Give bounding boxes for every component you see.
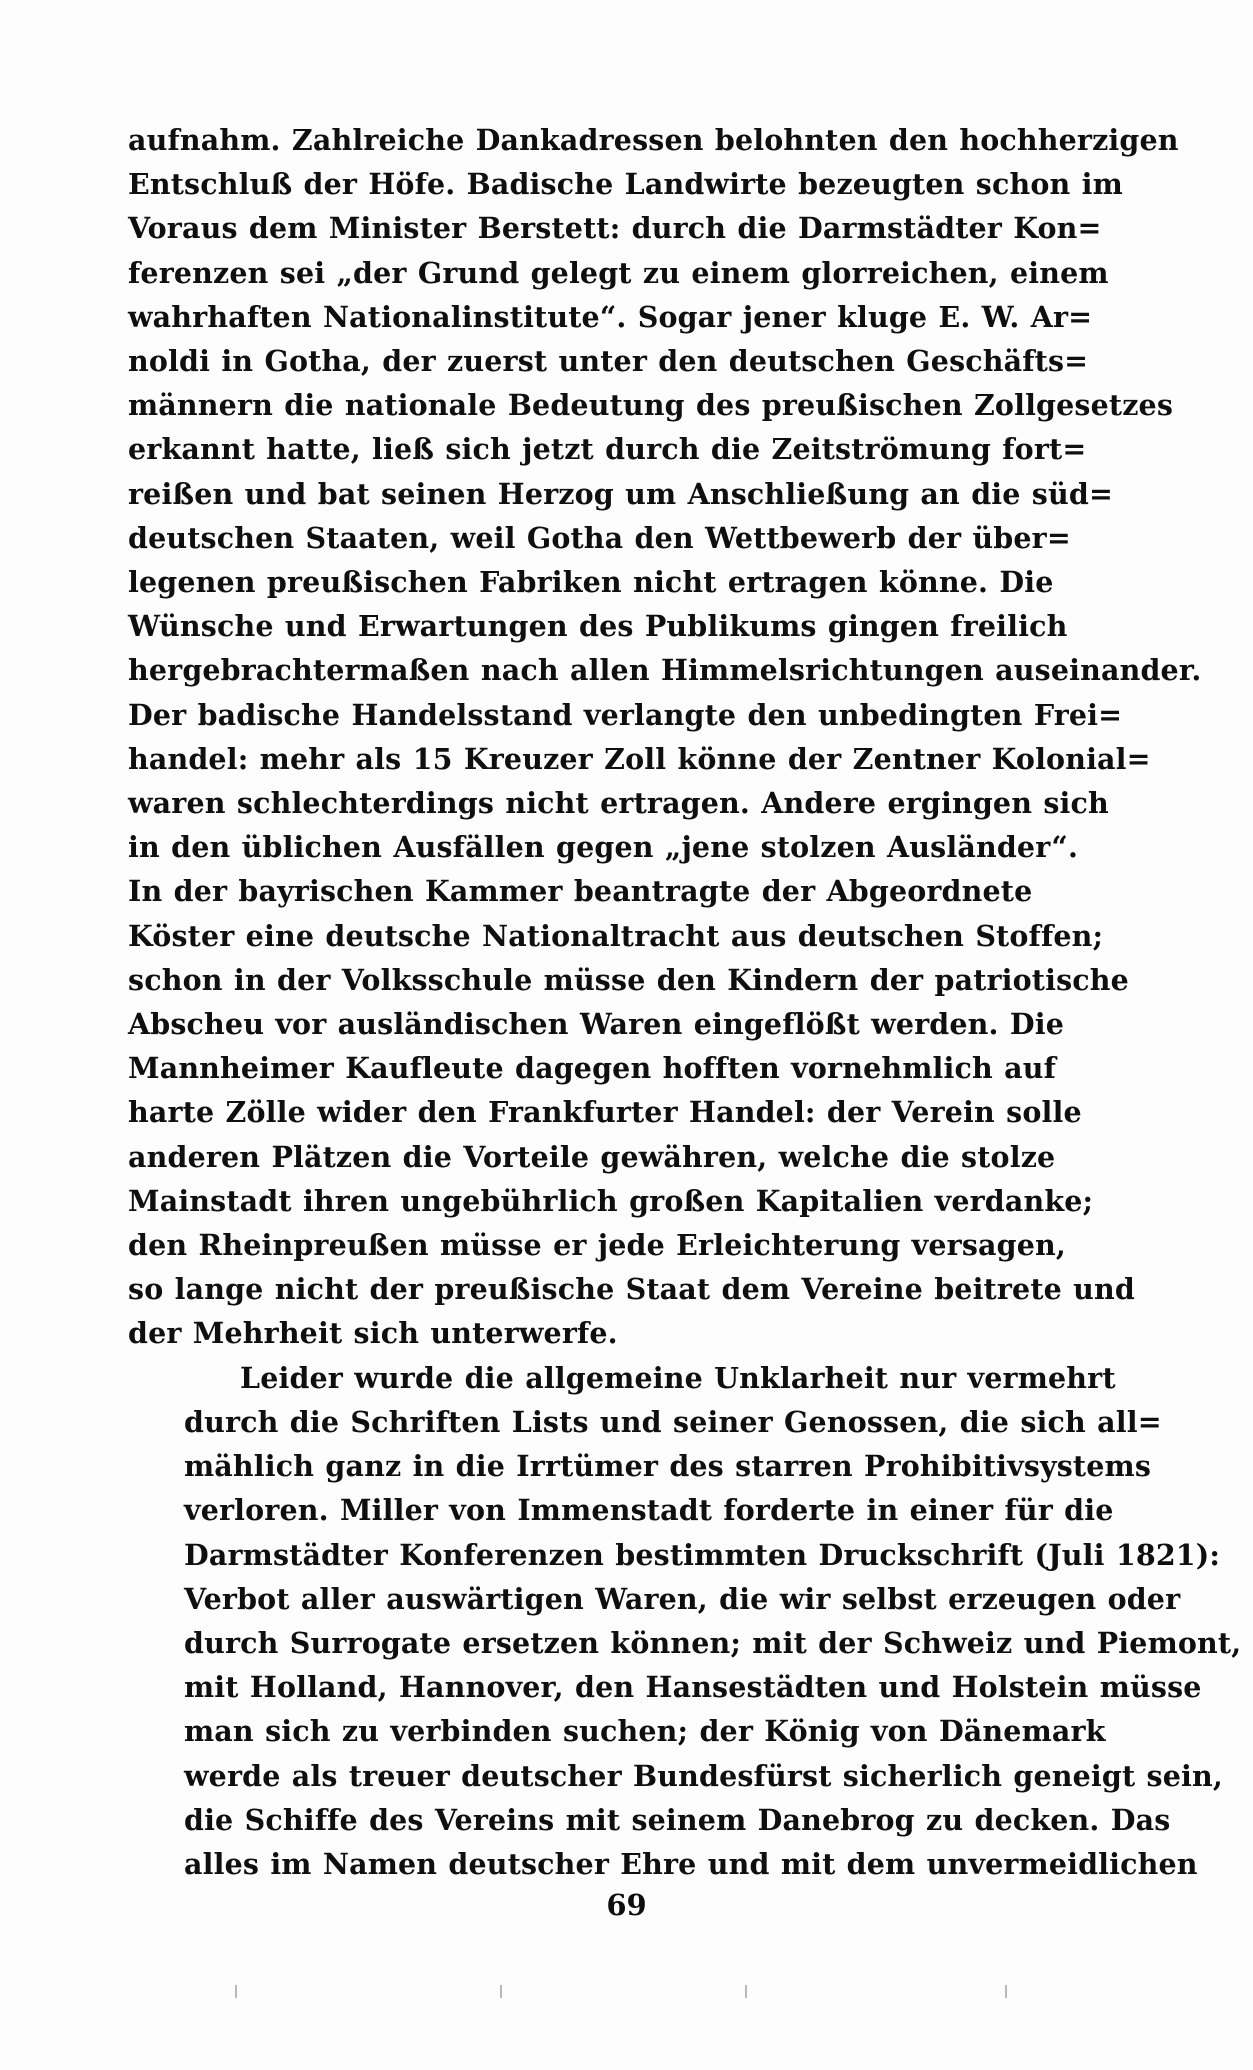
text-line: Mannheimer Kaufleute dagegen hofften vornehmlich auf bbox=[128, 1051, 1057, 1086]
text-line: hergebrachtermaßen nach allen Himmelsrichtungen auseinander. bbox=[128, 653, 1202, 688]
text-line: reißen und bat seinen Herzog um Anschließung an die süd= bbox=[128, 476, 1113, 511]
text-line: harte Zölle wider den Frankfurter Handel: der Verein solle bbox=[128, 1095, 1082, 1130]
text-line: werde als treuer deutscher Bundesfürst sicherlich geneigt sein, bbox=[184, 1758, 1223, 1793]
body-text bbox=[128, 118, 1242, 1886]
text-line: In der bayrischen Kammer beantragte der Abgeordnete bbox=[128, 874, 1033, 909]
text-line: mit Holland, Hannover, den Hansestädten und Holstein müsse bbox=[184, 1670, 1202, 1705]
text-line: mählich ganz in die Irrtümer des starren Prohibitivsystems bbox=[184, 1449, 1152, 1484]
text-line: Köster eine deutsche Nationaltracht aus deutschen Stoffen; bbox=[128, 918, 1104, 953]
text-line: den Rheinpreußen müsse er jede Erleichterung versagen, bbox=[128, 1228, 1066, 1263]
text-line: handel: mehr als 15 Kreuzer Zoll könne der Zentner Kolonial= bbox=[128, 741, 1151, 776]
text-line: Voraus dem Minister Berstett: durch die Darmstädter Kon= bbox=[128, 211, 1102, 246]
text-line: in den üblichen Ausfällen gegen „jene stolzen Ausländer“. bbox=[128, 830, 1079, 865]
text-line: ferenzen sei „der Grund gelegt zu einem glorreichen, einem bbox=[128, 255, 1109, 290]
text-line: alles im Namen deutscher Ehre und mit dem unvermeidlichen bbox=[184, 1846, 1198, 1881]
text-line: männern die nationale Bedeutung des preußischen Zollgesetzes bbox=[128, 388, 1174, 423]
text-line: Darmstädter Konferenzen bestimmten Druckschrift (Juli 1821): bbox=[184, 1537, 1221, 1572]
page-number: 69 bbox=[606, 1888, 647, 1922]
text-line: deutschen Staaten, weil Gotha den Wettbewerb der über= bbox=[128, 520, 1071, 555]
text-line: wahrhaften Nationalinstitute“. Sogar jener kluge E. W. Ar= bbox=[128, 299, 1093, 334]
text-line: noldi in Gotha, der zuerst unter den deutschen Geschäfts= bbox=[128, 344, 1089, 379]
text-line: Der badische Handelsstand verlangte den unbedingten Frei= bbox=[128, 697, 1123, 732]
text-line: verloren. Miller von Immenstadt forderte in einer für die bbox=[184, 1493, 1114, 1528]
text-line: waren schlechterdings nicht ertragen. Andere ergingen sich bbox=[128, 786, 1109, 821]
text-line: durch Surrogate ersetzen können; mit der Schweiz und Piemont, bbox=[184, 1625, 1242, 1660]
paragraph-2 bbox=[128, 1356, 1242, 1886]
text-line: durch die Schriften Lists und seiner Genossen, die sich all= bbox=[184, 1404, 1162, 1439]
text-line: anderen Plätzen die Vorteile gewähren, welche die stolze bbox=[128, 1139, 1056, 1174]
text-line: aufnahm. Zahlreiche Dankadressen belohnten den hochherzigen bbox=[128, 123, 1179, 157]
text-line: der Mehrheit sich unterwerfe. bbox=[128, 1316, 618, 1351]
printer-marks bbox=[0, 1985, 1253, 1999]
text-line: Leider wurde die allgemeine Unklarheit nur vermehrt bbox=[240, 1360, 1116, 1395]
text-line: legenen preußischen Fabriken nicht ertragen könne. Die bbox=[128, 565, 1054, 600]
text-line: Verbot aller auswärtigen Waren, die wir selbst erzeugen oder bbox=[184, 1581, 1181, 1616]
text-line: erkannt hatte, ließ sich jetzt durch die Zeitströmung fort= bbox=[128, 432, 1087, 467]
text-line: Wünsche und Erwartungen des Publikums gingen freilich bbox=[128, 609, 1068, 644]
text-line: so lange nicht der preußische Staat dem Vereine beitrete und bbox=[128, 1272, 1136, 1307]
text-line: man sich zu verbinden suchen; der König von Dänemark bbox=[184, 1714, 1106, 1749]
paragraph-1 bbox=[128, 118, 1202, 1356]
text-line: Mainstadt ihren ungebührlich großen Kapitalien verdanke; bbox=[128, 1183, 1094, 1218]
text-line: Abscheu vor ausländischen Waren eingeflößt werden. Die bbox=[128, 1007, 1064, 1042]
text-line: die Schiffe des Vereins mit seinem Danebrog zu decken. Das bbox=[184, 1802, 1171, 1837]
text-line: Entschluß der Höfe. Badische Landwirte bezeugten schon im bbox=[128, 167, 1123, 202]
text-line: schon in der Volksschule müsse den Kindern der patriotische bbox=[128, 962, 1129, 997]
